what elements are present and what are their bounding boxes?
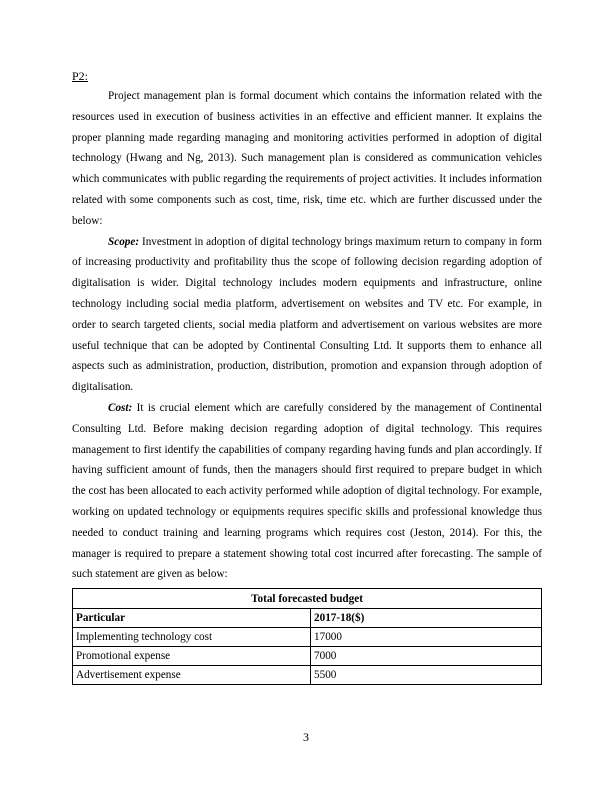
row-particular: Advertisement expense xyxy=(73,666,311,685)
table-header-row xyxy=(73,609,542,628)
budget-table xyxy=(72,588,542,685)
table-title: Total forecasted budget xyxy=(73,589,542,609)
row-particular: Implementing technology cost xyxy=(73,628,311,647)
table-row xyxy=(73,628,542,647)
cost-paragraph xyxy=(72,398,542,585)
page-number: 3 xyxy=(303,730,309,744)
document-page xyxy=(72,66,542,685)
section-heading: P2: xyxy=(72,69,89,83)
scope-label: Scope: xyxy=(108,235,140,248)
cost-text: It is crucial element which are carefully considered by the management of Continental Consulting Ltd. Before making decision regarding adoption of digital technology. This requires management to first identify the capabilities of company regarding having funds and plan accordingly. If having sufficient amount of funds, then the managers should first required to prepare budget in which the cost has been allocated to each activity performed while adoption of digital technology. For example, working on updated technology or equipments requires specific skills and professional knowledge thus needed to conduct training and learning programs which requires cost (Jeston, 2014). For this, the manager is required to prepare a statement showing total cost incurred after forecasting. The sample of such statement are given as below: xyxy=(72,401,542,581)
column-header-particular: Particular xyxy=(73,609,311,628)
table-row xyxy=(73,647,542,666)
scope-paragraph xyxy=(72,232,542,398)
table-title-row xyxy=(73,589,542,609)
cost-label: Cost: xyxy=(108,401,133,414)
row-amount: 17000 xyxy=(311,628,542,647)
row-amount: 5500 xyxy=(311,666,542,685)
scope-text: Investment in adoption of digital technology brings maximum return to company in form of increasing productivity and profitability thus the scope of following decision regarding adoption of digitalisation is wider. Digital technology includes modern equipments and infrastructure, online technology including social media platform, advertisement on websites and TV etc. For example, in order to search targeted clients, social media platform and advertisement on various websites are more useful technique that can be adopted by Continental Consulting Ltd. It supports them to enhance all aspects such as administration, production, distribution, promotion and expansion through adoption of digitalisation. xyxy=(72,235,542,394)
row-particular: Promotional expense xyxy=(73,647,311,666)
column-header-year: 2017-18($) xyxy=(311,609,542,628)
intro-paragraph: Project management plan is formal document which contains the information related with the resources used in execution of business activities in an effective and efficient manner. It explains the proper planning made regarding managing and monitoring activities performed in adoption of digital technology (Hwang and Ng, 2013). Such management plan is considered as communication vehicles which communicates with public regarding the requirements of project activities. It includes information related with some components such as cost, time, risk, time etc. which are further discussed under the below: xyxy=(72,90,542,227)
row-amount: 7000 xyxy=(311,647,542,666)
table-row xyxy=(73,666,542,685)
